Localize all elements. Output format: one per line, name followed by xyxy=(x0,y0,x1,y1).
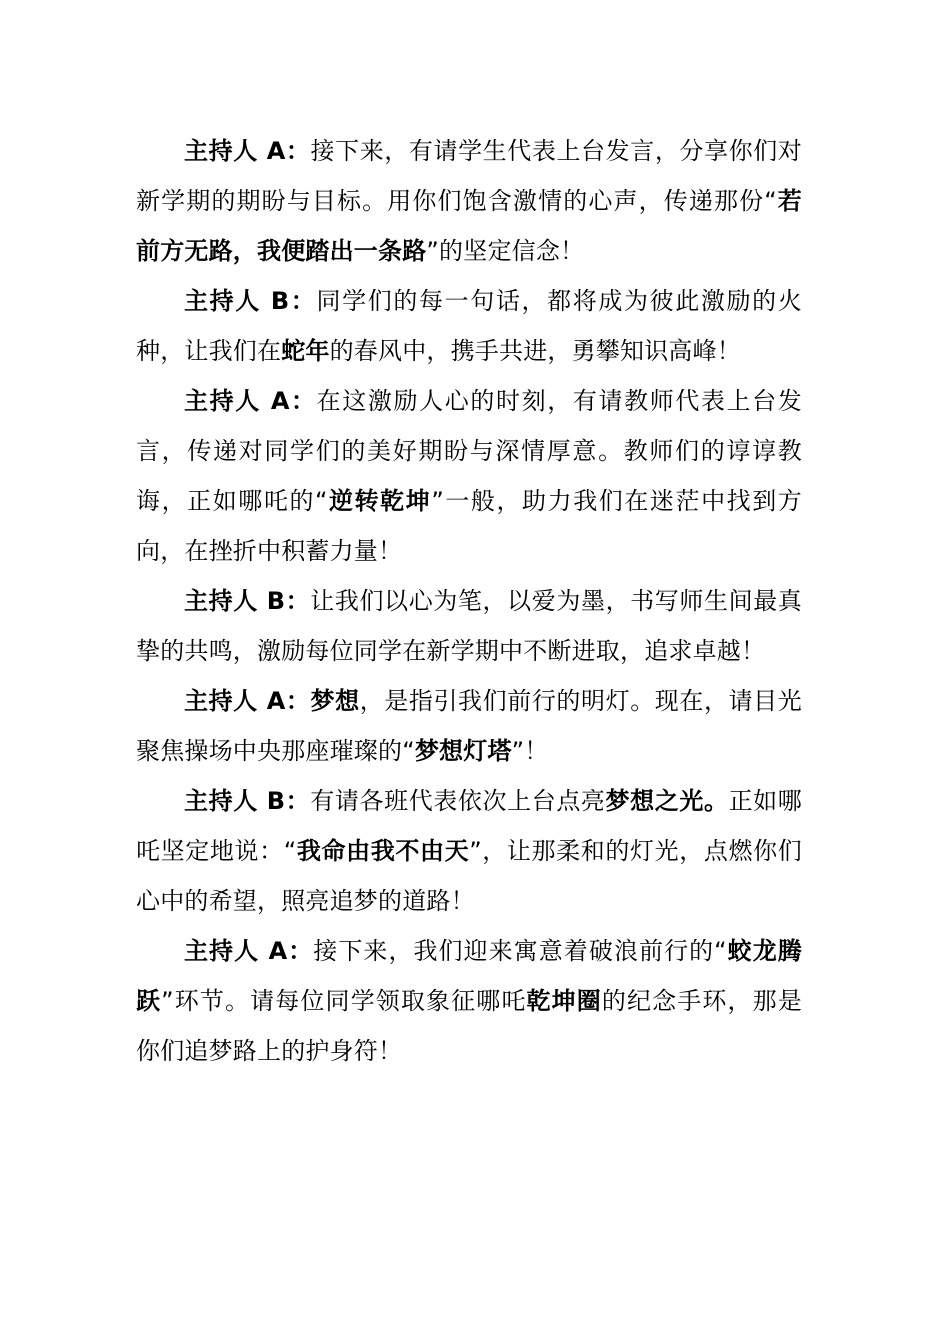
paragraph xyxy=(136,126,802,276)
bold-text-segment: 逆转乾坤 xyxy=(327,487,432,515)
text-segment: 接下来，我们迎来寓意着破浪前行的“ xyxy=(313,937,727,965)
text-segment: 正如哪吒坚定地说：“ xyxy=(136,787,802,865)
bold-text-segment: 梦想 xyxy=(310,687,360,715)
text-segment: ”一般，助力我们在迷茫中找到方向，在挫折中积蓄力量！ xyxy=(136,487,802,565)
text-segment: ”！ xyxy=(511,737,549,765)
paragraph xyxy=(136,926,802,1076)
text-segment: ”环节。请每位同学领取象征哪吒 xyxy=(161,987,527,1015)
speaker-label: 主持人 A： xyxy=(184,387,317,415)
text-segment: 接下来，有请学生代表上台发言，分享你们对新学期的期盼与目标。用你们饱含激情的心声，传递那份“ xyxy=(136,137,802,215)
text-segment: ”，让那柔和的灯光，点燃你们心中的希望，照亮追梦的道路！ xyxy=(136,837,802,915)
paragraph xyxy=(136,676,802,776)
bold-text-segment: 蛟龙腾跃 xyxy=(136,937,802,1015)
speaker-label: 主持人 B： xyxy=(184,787,311,815)
paragraph xyxy=(136,276,802,376)
paragraph xyxy=(136,776,802,926)
bold-text-segment: 乾坤圈 xyxy=(526,987,602,1015)
bold-text-segment: 梦想灯塔 xyxy=(414,737,512,765)
paragraph xyxy=(136,376,802,576)
bold-text-segment: 蛇年 xyxy=(281,337,330,365)
bold-text-segment: 我命由我不由天 xyxy=(296,837,470,865)
text-segment: 的春风中，携手共进，勇攀知识高峰！ xyxy=(329,337,742,365)
bold-text-segment: 梦想之光。 xyxy=(605,787,729,815)
text-segment: 让我们以心为笔，以爱为墨，书写师生间最真挚的共鸣，激励每位同学在新学期中不断进取，追求卓越！ xyxy=(136,587,803,665)
speaker-label: 主持人 A： xyxy=(184,687,311,715)
speaker-label: 主持人 B： xyxy=(184,587,311,615)
text-segment: ，是指引我们前行的明灯。现在，请目光聚焦操场中央那座璀璨的“ xyxy=(136,687,802,765)
text-segment: 的纪念手环，那是你们追梦路上的护身符！ xyxy=(136,987,803,1065)
text-segment: 有请各班代表依次上台点亮 xyxy=(310,787,606,815)
text-segment: 在这激励人心的时刻，有请教师代表上台发言，传递对同学们的美好期盼与深情厚意。教师们的谆谆教诲，正如哪吒的“ xyxy=(136,387,802,515)
document-page xyxy=(136,126,802,1076)
text-segment: ”的坚定信念！ xyxy=(426,237,585,265)
speaker-label: 主持人 A： xyxy=(184,937,314,965)
bold-text-segment: 若前方无路，我便踏出一条路 xyxy=(136,187,802,265)
speaker-label: 主持人 B： xyxy=(184,287,317,315)
text-segment: 同学们的每一句话，都将成为彼此激励的火种，让我们在 xyxy=(136,287,802,365)
speaker-label: 主持人 A： xyxy=(184,137,311,165)
paragraph xyxy=(136,576,802,676)
